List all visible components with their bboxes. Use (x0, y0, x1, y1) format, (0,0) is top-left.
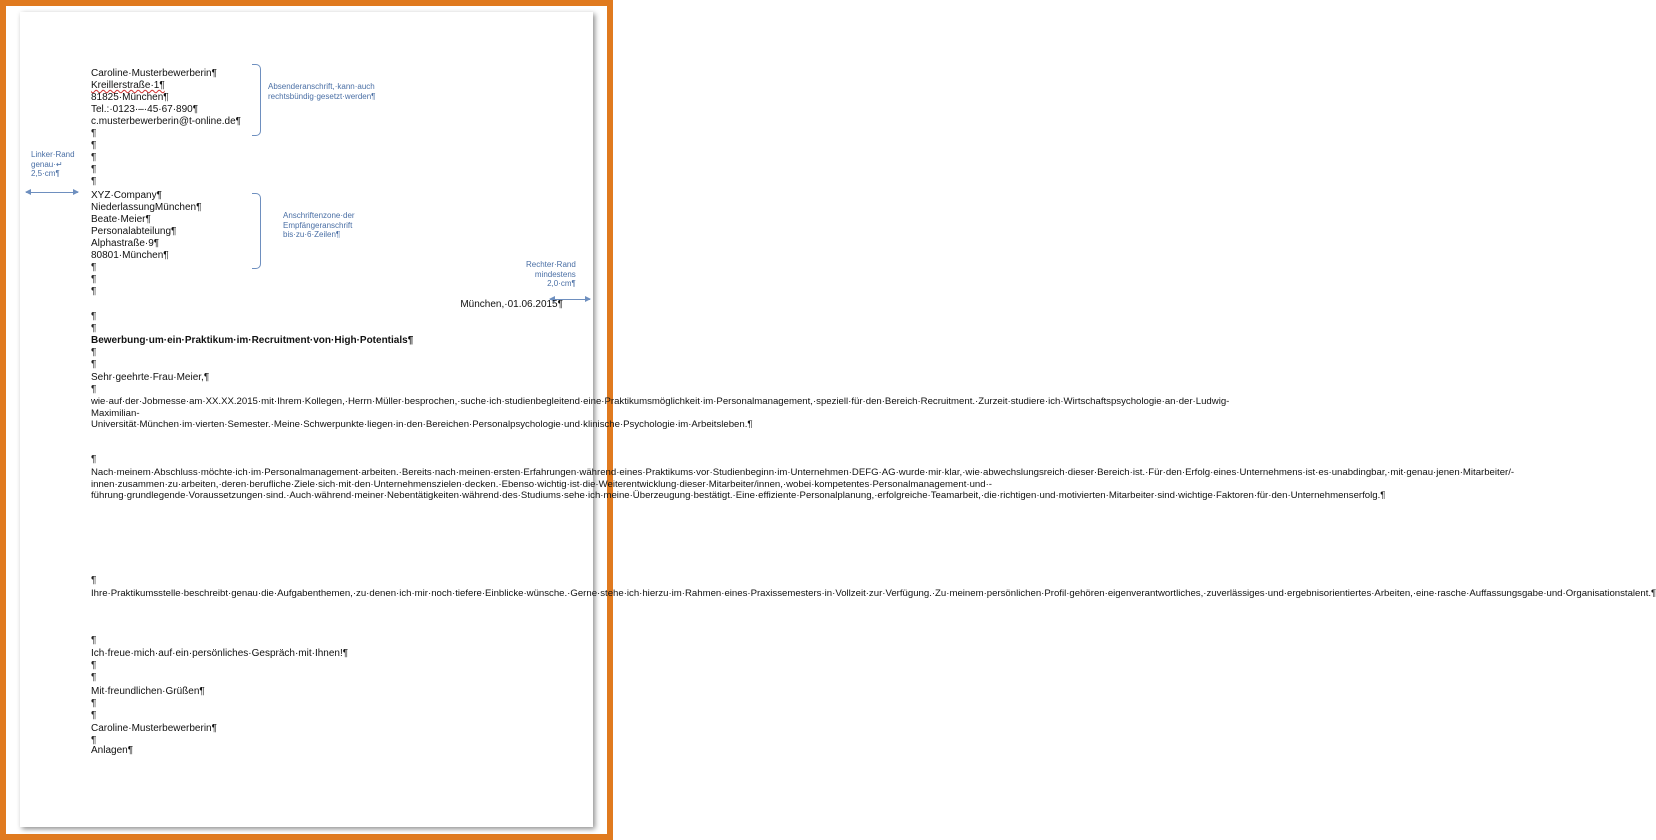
recipient-note (283, 211, 355, 240)
empty-paragraph: ¶ (91, 384, 97, 395)
right-margin-note (526, 260, 576, 289)
salutation: Sehr·geehrte·Frau·Meier,¶ (91, 372, 210, 383)
place-date: München,·01.06.2015¶ (460, 299, 563, 310)
empty-paragraph: ¶ (91, 710, 97, 721)
empty-paragraph: ¶ (91, 698, 97, 709)
right-margin-note-line: Rechter·Rand (526, 260, 576, 269)
empty-paragraph: ¶ (91, 262, 97, 273)
sender-city: 81825·München¶ (91, 92, 169, 103)
empty-paragraph: ¶ (91, 176, 97, 187)
recipient-note-line: Empfängeranschrift (283, 220, 353, 230)
closing: Mit·freundlichen·Grüßen¶ (91, 686, 205, 697)
body-paragraph-3: Ihre·Praktikumsstelle·beschreibt·genau·die·Aufgabenthemen,·zu·denen·ich·mir·noch·tiefere·Einblicke·wünsche.·Gerne·stehe·ich·hierzu·im·Rahmen·eines·Praxissemesters·in·Vollzeit·zur·Verfügung.·Zu·meinem·persönlichen·Profil·gehören·eigenverantwortliches,·zuverlässiges·und·ergebnisorientiertes·Arbeiten,·eine·rasche·Auffassungsgabe·und·Organisationstalent.¶ (91, 588, 1656, 599)
empty-paragraph: ¶ (91, 323, 97, 334)
recipient-city: 80801·München¶ (91, 250, 169, 261)
subject-text: Bewerbung·um·ein·Praktikum·im·Recruitment·von·High·Potentials¶ (91, 335, 414, 346)
empty-paragraph: ¶ (91, 635, 97, 646)
signature: Caroline·Musterbewerberin¶ (91, 723, 217, 734)
sender-bracket (252, 64, 261, 136)
subject-line (91, 335, 413, 347)
empty-paragraph: ¶ (91, 454, 97, 465)
right-margin-note-line: mindestens (534, 269, 576, 279)
empty-paragraph: ¶ (91, 140, 97, 151)
recipient-note-line: bis·zu·6·Zeilen¶ (283, 230, 341, 239)
empty-paragraph: ¶ (91, 311, 97, 322)
empty-paragraph: ¶ (91, 575, 97, 586)
sender-street (91, 80, 165, 92)
sender-phone: Tel.:·0123·–·45·67·890¶ (91, 104, 199, 115)
attachments: Anlagen¶ (91, 745, 134, 756)
sender-name: Caroline·Musterbewerberin¶ (91, 68, 217, 79)
sender-street-text: Kreillerstraße·1¶ (91, 80, 165, 91)
body-paragraph-2: Nach·meinem·Abschluss·möchte·ich·im·Personalmanagement·arbeiten.·Bereits·nach·meinen·ersten·Erfahrungen·während·eines·Praktikums·vor·Studienbeginn·im·Unternehmen·DEFG·AG·wurde·mir·klar,·wie·abwechslungsreich·dieser·Bereich·ist.·Für·den·Erfolg·eines·Unternehmens·ist·es·unabdingbar,·mit·genau·jenen·Mitarbeiter/-innen·zusammen·zu·arbeiten,·deren·berufliche·Ziele·sich·mit·den·Unternehmenszielen·decken.·Ebenso·wichtig·ist·die·Weiterentwicklung·dieser·Mitarbeiter/innen,·wobei·kompetentes·Personalmanagement·und·-führung·grundlegende·Voraussetzungen·sind.·Auch·während·meiner·Nebentätigkeiten·während·des·Studiums·sehe·ich·meine·Überzeugung·bestätigt.·Eine·effiziente·Personalplanung,·erfolgreiche·Teamarbeit,·die·richtigen·und·motivierten·Mitarbeiter·sind·wichtige·Faktoren·für·den·Unternehmenserfolg.¶ (91, 467, 1515, 501)
recipient-note-line: Anschriftenzone·der (283, 211, 355, 220)
sender-note (268, 82, 375, 101)
empty-paragraph: ¶ (91, 152, 97, 163)
sender-email: c.musterbewerberin@t-online.de¶ (91, 116, 242, 127)
empty-paragraph: ¶ (91, 359, 97, 370)
body-paragraph-4: Ich·freue·mich·auf·ein·persönliches·Gespräch·mit·Ihnen!¶ (91, 648, 349, 659)
sender-note-line: rechtsbündig·gesetzt·werden¶ (268, 91, 376, 101)
empty-paragraph: ¶ (91, 274, 97, 285)
recipient-department: Personalabteilung¶ (91, 226, 177, 237)
right-margin-note-line: 2,0·cm¶ (547, 279, 576, 288)
empty-paragraph: ¶ (91, 286, 97, 297)
empty-paragraph: ¶ (91, 735, 97, 746)
left-margin-note-line: genau·↵ (31, 159, 63, 169)
left-margin-arrow (26, 192, 78, 193)
empty-paragraph: ¶ (91, 672, 97, 683)
recipient-bracket (252, 193, 261, 269)
empty-paragraph: ¶ (91, 347, 97, 358)
left-margin-note-line: 2,5·cm¶ (31, 169, 60, 178)
left-margin-note (31, 150, 75, 179)
body-paragraph-1: wie·auf·der·Jobmesse·am·XX.XX.2015·mit·Ihrem·Kollegen,·Herrn·Müller·besprochen,·suche·ich·studienbegleitend·eine·Praktikumsmöglichkeit·im·Personalmanagement,·speziell·für·den·Bereich·Recruitment.·Zurzeit·studiere·ich·Wirtschaftspsychologie·an·der·Ludwig-Maximilian-Universität·München·im·vierten·Semester.·Meine·Schwerpunkte·liegen·in·den·Bereichen·Personalpsychologie·und·klinische·Psychologie·im·Arbeitsleben.¶ (91, 396, 1230, 430)
recipient-branch: NiederlassungMünchen¶ (91, 202, 202, 213)
recipient-street: Alphastraße·9¶ (91, 238, 160, 249)
empty-paragraph: ¶ (91, 128, 97, 139)
recipient-company: XYZ·Company¶ (91, 190, 162, 201)
empty-paragraph: ¶ (91, 660, 97, 671)
sender-note-line: Absenderanschrift,·kann·auch (268, 82, 375, 91)
document-page (20, 12, 1656, 827)
empty-paragraph: ¶ (91, 164, 97, 175)
recipient-person: Beate·Meier¶ (91, 214, 151, 225)
left-margin-note-line: Linker·Rand (31, 150, 75, 159)
